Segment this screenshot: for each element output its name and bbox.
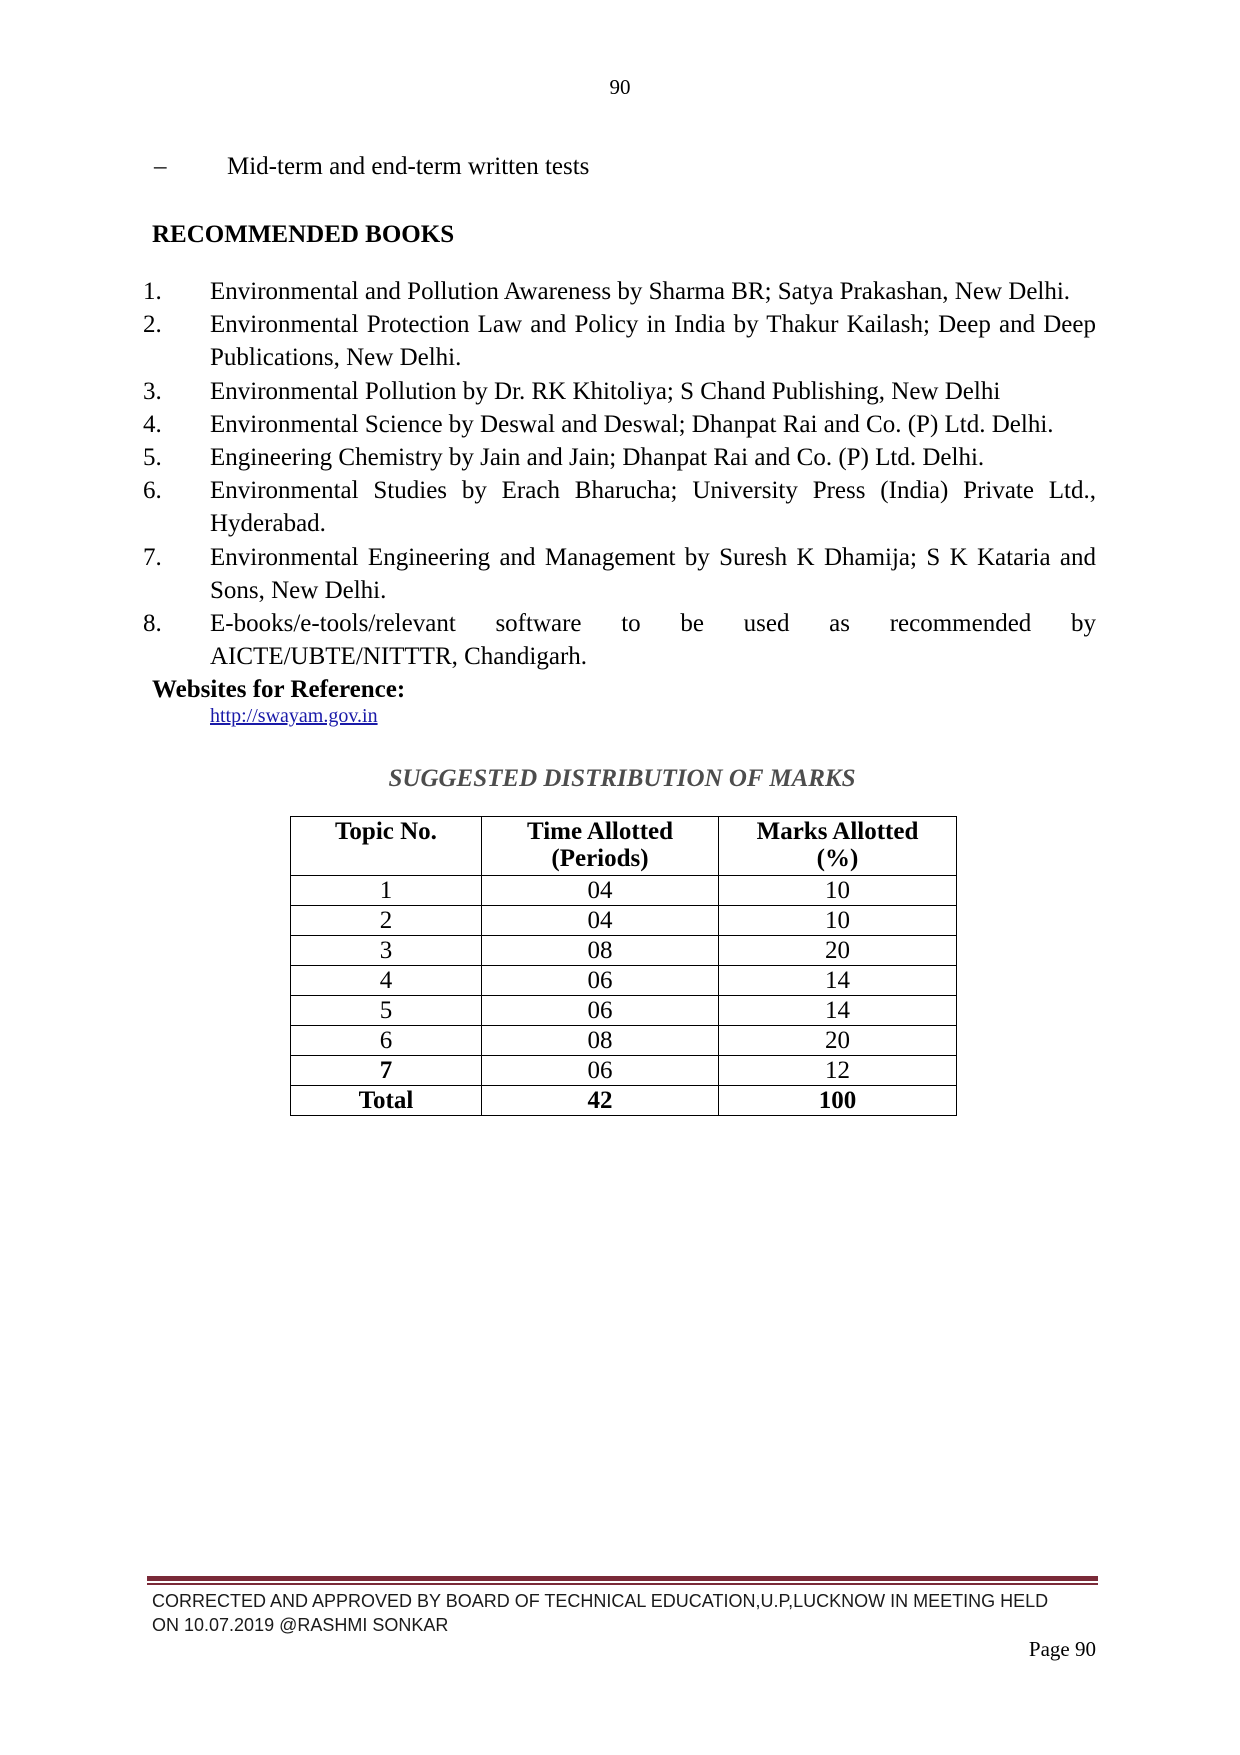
cell-topic: 2 xyxy=(291,906,482,936)
footer-rule-thin xyxy=(147,1583,1098,1585)
book-item xyxy=(143,408,1096,441)
marks-distribution-table xyxy=(290,816,957,1116)
footer-rule xyxy=(147,1576,1098,1581)
book-item xyxy=(143,441,1096,474)
book-number: 6. xyxy=(143,477,162,505)
swayam-link[interactable]: http://swayam.gov.in xyxy=(210,705,378,727)
book-text: E-books/e-tools/relevant software to be used as recommended by AICTE/UBTE/NITTTR, Chandigarh. xyxy=(210,610,1096,671)
recommended-books-heading: RECOMMENDED BOOKS xyxy=(152,221,455,248)
book-item xyxy=(143,275,1096,308)
book-number: 2. xyxy=(143,311,162,339)
cell-time: 08 xyxy=(482,936,719,966)
cell-time: 08 xyxy=(482,1026,719,1056)
cell-marks: 20 xyxy=(719,1026,957,1056)
cell-time: 04 xyxy=(482,906,719,936)
book-text: Environmental Engineering and Management by Suresh K Dhamija; S K Kataria and Sons, New Delhi. xyxy=(210,543,1096,604)
header-marks-allotted xyxy=(719,817,957,876)
table-row xyxy=(291,936,957,966)
table-row xyxy=(291,966,957,996)
book-text: Environmental Protection Law and Policy in India by Thakur Kailash; Deep and Deep Publications, New Delhi. xyxy=(210,311,1096,372)
cell-topic: 5 xyxy=(291,996,482,1026)
book-number: 7. xyxy=(143,543,162,571)
header-line: (Periods) xyxy=(551,845,649,872)
book-item xyxy=(143,541,1096,607)
header-line: Time Allotted xyxy=(526,818,674,845)
footer-approval-note xyxy=(152,1589,1048,1637)
book-item xyxy=(143,308,1096,374)
cell-total-time: 42 xyxy=(482,1086,719,1116)
book-number: 3. xyxy=(143,377,162,405)
footer-line: CORRECTED AND APPROVED BY BOARD OF TECHNICAL EDUCATION,U.P,LUCKNOW IN MEETING HELD xyxy=(152,1591,1049,1611)
book-item xyxy=(143,474,1096,540)
header-time-allotted xyxy=(482,817,719,876)
footer-line: ON 10.07.2019 @RASHMI SONKAR xyxy=(152,1615,449,1635)
cell-topic: 4 xyxy=(291,966,482,996)
book-text: Environmental Science by Deswal and Deswal; Dhanpat Rai and Co. (P) Ltd. Delhi. xyxy=(210,410,1054,438)
table-row xyxy=(291,906,957,936)
cell-marks: 10 xyxy=(719,876,957,906)
cell-marks: 14 xyxy=(719,996,957,1026)
table-total-row xyxy=(291,1086,957,1116)
cell-marks: 14 xyxy=(719,966,957,996)
cell-marks: 12 xyxy=(719,1056,957,1086)
book-item xyxy=(143,375,1096,408)
cell-topic: 6 xyxy=(291,1026,482,1056)
cell-topic: 1 xyxy=(291,876,482,906)
cell-total-label: Total xyxy=(291,1086,482,1116)
book-text: Environmental Pollution by Dr. RK Khitoliya; S Chand Publishing, New Delhi xyxy=(210,377,1001,405)
marks-distribution-title: SUGGESTED DISTRIBUTION OF MARKS xyxy=(388,765,856,792)
cell-topic: 3 xyxy=(291,936,482,966)
table-row xyxy=(291,996,957,1026)
book-number: 8. xyxy=(143,610,162,638)
page-number-top: 90 xyxy=(609,75,631,99)
table-row xyxy=(291,876,957,906)
book-text: Engineering Chemistry by Jain and Jain; Dhanpat Rai and Co. (P) Ltd. Delhi. xyxy=(210,444,985,472)
table-row xyxy=(291,1026,957,1056)
cell-time: 06 xyxy=(482,966,719,996)
table-header-row xyxy=(291,817,957,876)
header-line: Topic No. xyxy=(335,818,437,845)
cell-time: 06 xyxy=(482,1056,719,1086)
dash-bullet: – xyxy=(154,153,167,180)
cell-time: 06 xyxy=(482,996,719,1026)
book-text: Environmental and Pollution Awareness by Sharma BR; Satya Prakashan, New Delhi. xyxy=(210,278,1071,305)
table-row xyxy=(291,1056,957,1086)
recommended-books-list xyxy=(143,275,1096,673)
cell-time: 04 xyxy=(482,876,719,906)
book-number: 1. xyxy=(143,278,162,305)
book-number: 4. xyxy=(143,410,162,438)
book-number: 5. xyxy=(143,444,162,472)
cell-marks: 10 xyxy=(719,906,957,936)
websites-heading: Websites for Reference: xyxy=(152,676,406,703)
cell-topic: 7 xyxy=(291,1056,482,1086)
book-item xyxy=(143,607,1096,673)
assessment-item xyxy=(154,150,589,183)
footer-page-number: Page 90 xyxy=(1028,1637,1096,1661)
book-text: Environmental Studies by Erach Bharucha; University Press (India) Private Ltd., Hyderabad. xyxy=(210,477,1096,538)
header-line: (%) xyxy=(816,845,859,872)
cell-marks: 20 xyxy=(719,936,957,966)
cell-total-marks: 100 xyxy=(719,1086,957,1116)
assessment-text: Mid-term and end-term written tests xyxy=(227,153,590,180)
header-topic-no xyxy=(291,817,482,876)
header-line: Marks Allotted xyxy=(756,818,919,845)
